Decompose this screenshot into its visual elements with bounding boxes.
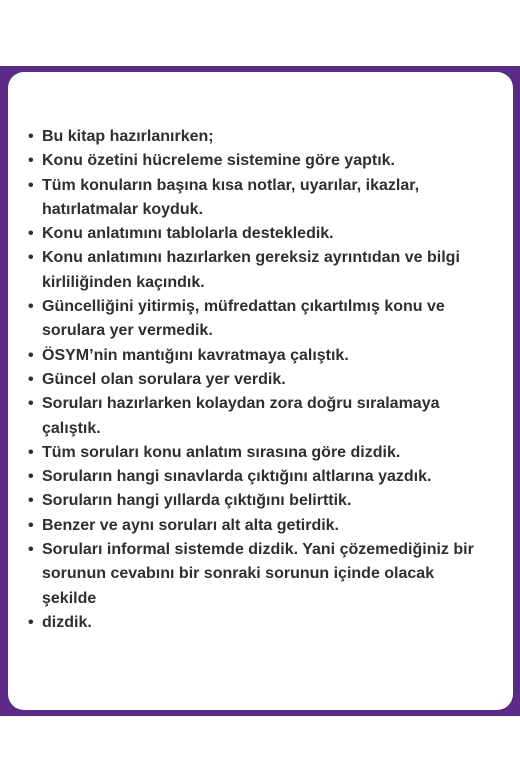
list-item-text: Benzer ve aynı soruları alt alta getirdik.	[42, 516, 339, 534]
list-item	[28, 344, 508, 368]
list-item	[28, 149, 508, 173]
list-item-text: dizdik.	[42, 613, 92, 631]
bullet-icon: •	[28, 346, 34, 364]
list-item-text: Güncelliğini yitirmiş, müfredattan çıkartılmış konu ve sorulara yer vermedik.	[42, 298, 445, 340]
bullet-icon: •	[28, 298, 34, 316]
list-item-text: Soruları hazırlarken kolaydan zora doğru sıralamaya çalıştık.	[42, 395, 440, 437]
list-item-text: Konu özetini hücreleme sistemine göre yaptık.	[42, 152, 395, 170]
list-item-text: Tüm konuların başına kısa notlar, uyarılar, ikazlar, hatırlatmalar koyduk.	[42, 176, 420, 218]
feature-list	[28, 125, 508, 635]
list-item	[28, 392, 508, 441]
bullet-icon: •	[28, 541, 34, 559]
bullet-icon: •	[28, 516, 34, 534]
bullet-icon: •	[28, 152, 34, 170]
list-item-text: Bu kitap hazırlanırken;	[42, 128, 214, 145]
bullet-icon: •	[28, 492, 34, 510]
list-item	[28, 222, 508, 246]
bullet-icon: •	[28, 468, 34, 486]
list-item	[28, 125, 508, 149]
bullet-icon: •	[28, 613, 34, 631]
list-item-text: Soruların hangi yıllarda çıktığını belirttik.	[42, 492, 352, 510]
list-item	[28, 368, 508, 392]
bullet-icon: •	[28, 370, 34, 388]
bullet-icon: •	[28, 176, 34, 194]
list-item-text: Konu anlatımını hazırlarken gereksiz ayrıntıdan ve bilgi kirliliğinden kaçındık.	[42, 249, 460, 291]
list-item	[28, 441, 508, 465]
bullet-icon: •	[28, 443, 34, 461]
list-item	[28, 489, 508, 513]
list-item	[28, 246, 508, 295]
list-item-text: Güncel olan sorulara yer verdik.	[42, 370, 286, 388]
list-item	[28, 538, 508, 611]
list-item-text: ÖSYM’nin mantığını kavratmaya çalıştık.	[42, 346, 349, 364]
bullet-icon: •	[28, 395, 34, 413]
list-item-text: Soruların hangi sınavlarda çıktığını altlarına yazdık.	[42, 468, 432, 486]
list-item-text: Konu anlatımını tablolarla destekledik.	[42, 225, 334, 243]
list-item	[28, 465, 508, 489]
list-item	[28, 295, 508, 344]
list-item	[28, 514, 508, 538]
list-item	[28, 174, 508, 223]
list-item	[28, 611, 508, 635]
list-item-text: Soruları informal sistemde dizdik. Yani çözemediğiniz bir sorunun cevabını bir sonraki sorunun içinde olacak şekilde	[42, 541, 474, 607]
list-item-text: Tüm soruları konu anlatım sırasına göre dizdik.	[42, 443, 401, 461]
bullet-icon: •	[28, 249, 34, 267]
bullet-icon: •	[28, 225, 34, 243]
bullet-icon: •	[28, 128, 34, 145]
